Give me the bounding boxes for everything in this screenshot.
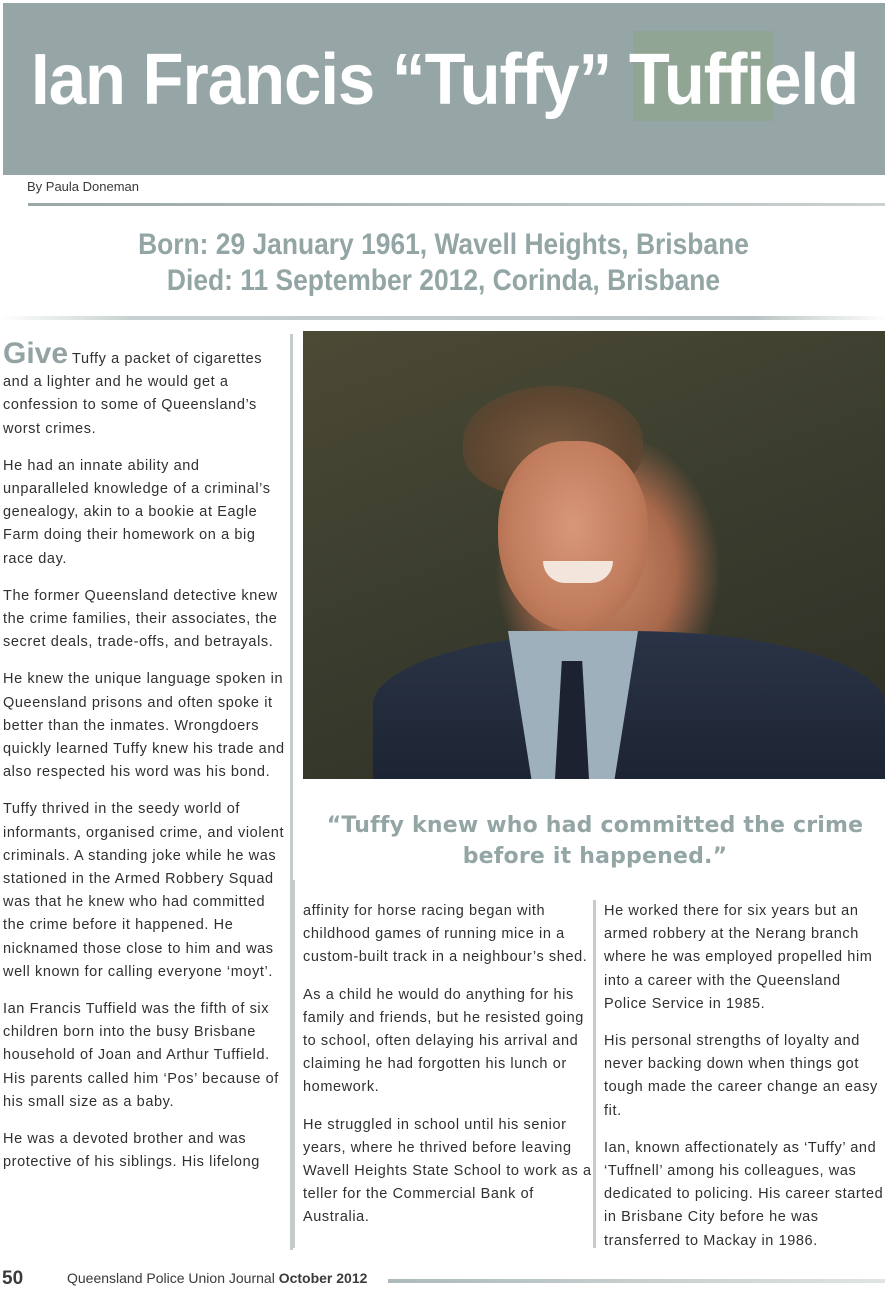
article-column-3 (604, 900, 887, 1267)
paragraph: The former Queensland detective knew the crime families, their associates, the secret deals, trade-offs, and betrayals. (3, 587, 278, 651)
portrait-photo (303, 331, 885, 779)
died-line: Died: 11 September 2012, Corinda, Brisbane (166, 264, 721, 297)
issue-date: October 2012 (278, 1270, 368, 1286)
footer-publication (67, 1270, 367, 1286)
paragraph: As a child he would do anything for his family and friends, but he resisted going to school, often delaying his arrival and claiming he had forgotten his lunch or homework. (303, 986, 584, 1096)
dates-divider (0, 316, 887, 320)
column-divider (593, 900, 596, 1248)
paragraph: His personal strengths of loyalty and never backing down when things got tough made the career change an easy fit. (604, 1033, 878, 1119)
paragraph: Tuffy thrived in the seedy world of informants, organised crime, and violent criminals. A standing joke while he was stationed in the Armed Robbery Squad was that he knew who had committed the crime before it happened. He nicknamed those close to him and was well known for calling everyone ‘moyt’. (3, 801, 285, 980)
paragraph: He had an innate ability and unparalleled knowledge of a criminal’s genealogy, akin to a bookie at Eagle Farm doing their homework on a big race day. (3, 457, 271, 567)
header-divider (28, 203, 885, 206)
paragraph: Ian Francis Tuffield was the fifth of six children born into the busy Brisbane household of Joan and Arthur Tuffield. His parents called him ‘Pos’ because of his small size as a baby. (3, 1001, 279, 1110)
paragraph: He struggled in school until his senior years, where he thrived before leaving Wavell Heights State School to work as a teller for the Commercial Bank of Australia. (303, 1116, 592, 1226)
publication-name: Queensland Police Union Journal (67, 1270, 275, 1286)
lead-word: Give (3, 337, 69, 370)
column-divider (292, 880, 295, 1248)
footer-divider (388, 1279, 885, 1283)
life-dates (53, 227, 834, 299)
paragraph: affinity for horse racing began with childhood games of running mice in a custom-built track in a neighbour’s shed. (303, 903, 588, 966)
paragraph: Give Tuffy a packet of cigarettes and a lighter and he would get a confession to some of Queensland’s worst crimes. (3, 337, 263, 437)
page-number: 50 (2, 1268, 24, 1289)
photo-smile (543, 561, 613, 583)
article-column-1 (3, 339, 288, 1189)
paragraph: Ian, known affectionately as ‘Tuffy’ and ‘Tuffnell’ among his colleagues, was dedicated to policing. His career started in Brisbane City before he was transferred to Mackay in 1986. (604, 1139, 884, 1249)
byline: By Paula Doneman (27, 179, 140, 194)
article-column-2 (303, 900, 593, 1244)
photo-face (498, 441, 648, 631)
paragraph: He knew the unique language spoken in Queensland prisons and often spoke it better than the inmates. Wrongdoers quickly learned Tuffy knew his trade and also respected his word was his bond. (3, 671, 285, 781)
born-line: Born: 29 January 1961, Wavell Heights, Brisbane (138, 228, 749, 261)
pull-quote: “Tuffy knew who had committed the crime before it happened.” (326, 813, 864, 869)
page-title: Ian Francis “Tuffy” Tuffield (31, 40, 859, 120)
paragraph: He was a devoted brother and was protective of his siblings. His lifelong (3, 1131, 260, 1171)
paragraph: He worked there for six years but an armed robbery at the Nerang branch where he was employed propelled him into a career with the Queensland Police Service in 1985. (604, 903, 873, 1012)
